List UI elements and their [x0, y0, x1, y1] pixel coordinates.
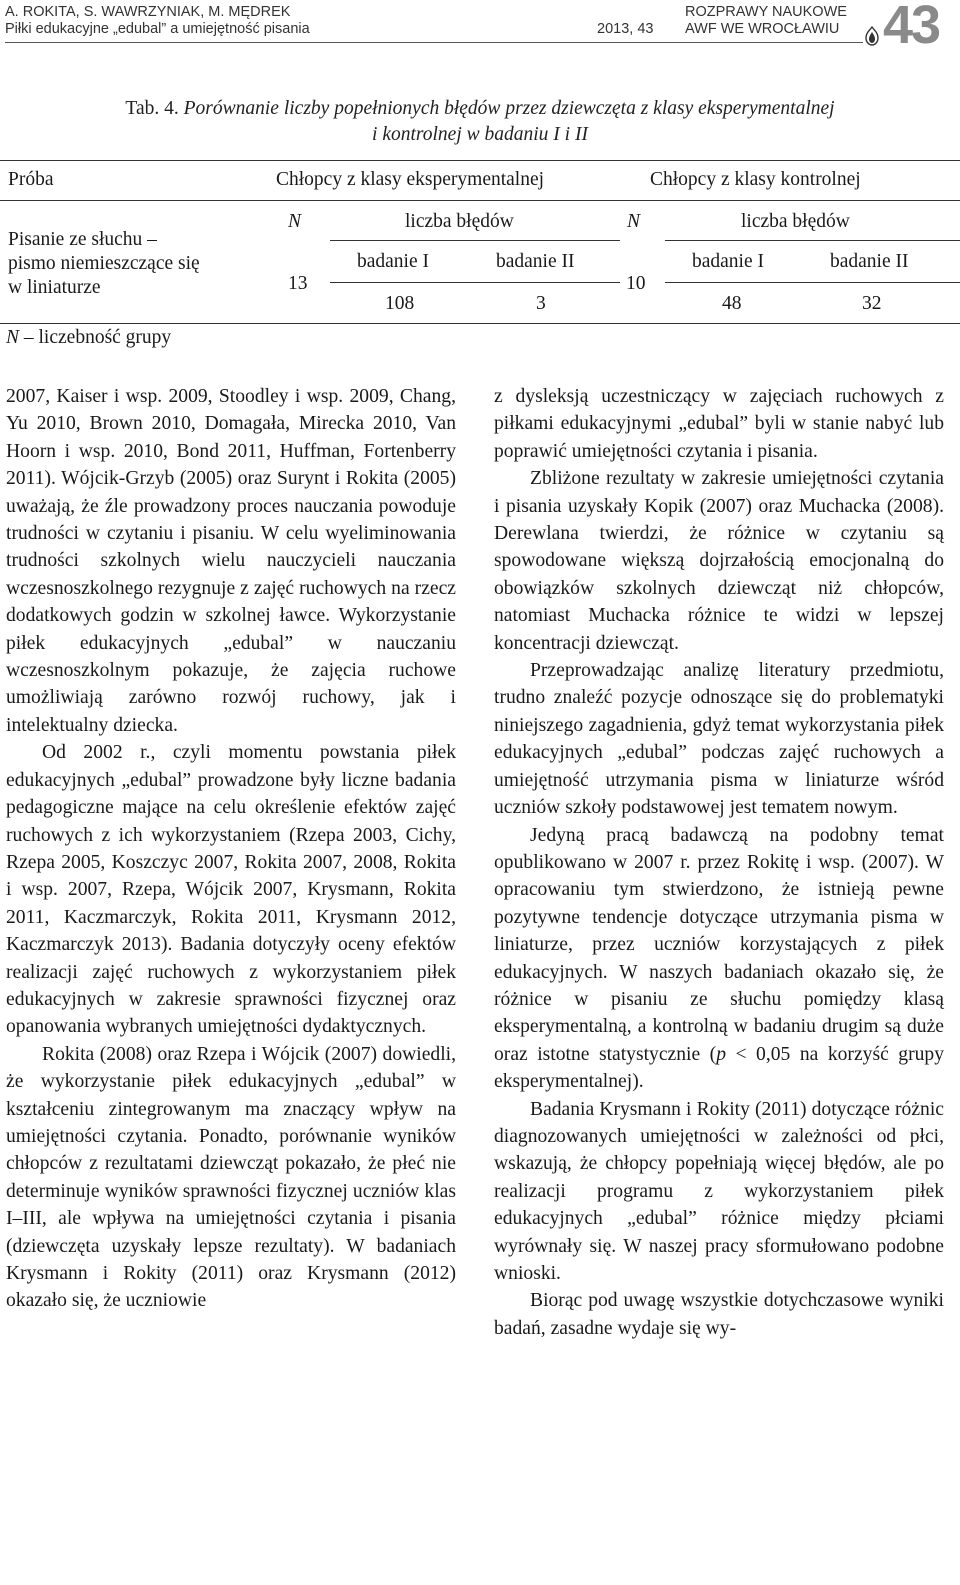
- ctrl-study1-header: badanie I: [692, 251, 765, 272]
- right-paragraph-5: Badania Krysmann i Rokity (2011) dotyczące różnic diagnozowanych umiejętności w zależności od płci, wskazują, że chłopcy popełniają więcej błędów, ale po realizacji programu z wykorzystaniem piłek edukacyjnych „edubal” różnice między płciami wyrównały się. W naszej pracy sformułowano podobne wnioski.: [494, 1098, 944, 1284]
- header-journal-line1: ROZPRAWY NAUKOWE: [685, 4, 847, 20]
- right-paragraph-4-part1: Jedyną pracą badawczą na podobny temat opublikowano w 2007 r. przez Rokitę i wsp. (2007). W opracowaniu tym stwierdzono, że istnieją pewne pozytywne tendencje dotyczące utrzymania pisma w liniaturze, przez uczniów korzystających z piłek edukacyjnych. W naszych badaniach okazało się, że różnice w pisaniu ze słuchu pomiędzy klasą eksperymentalną, a kontrolną w badaniu drugim są duże oraz istotne statystycznie (: [494, 824, 944, 1065]
- ctrl-study2-header: badanie II: [830, 251, 909, 272]
- row-label-line1: Pisanie ze słuchu –: [8, 229, 157, 250]
- table-footnote: [6, 326, 171, 350]
- p-value-symbol: p: [716, 1043, 726, 1065]
- header-rule: [0, 200, 960, 201]
- right-paragraph-4-part2: < 0,05 na korzyść grupy eksperymentalnej).: [494, 1043, 944, 1093]
- ctrl-sub-rule-1: [665, 240, 960, 241]
- row-label-line2: pismo niemieszczące się: [8, 253, 200, 274]
- exp-n-value: 13: [288, 273, 308, 294]
- exp-sub-rule-1: [330, 240, 620, 241]
- body-column-left: [6, 383, 456, 1315]
- header-journal-line2: AWF WE WROCŁAWIU: [685, 21, 840, 37]
- right-paragraph-3: Przeprowadzając analizę literatury przedmiotu, trudno znaleźć pozycje odnoszące się do problematyki niniejszego zagadnienia, gdyż temat wykorzystania piłek edukacyjnych „edubal” podczas zajęć ruchowych a umiejętność utrzymania pisma w liniaturze wśród uczniów szkoły podstawowej jest tematem nowym.: [494, 660, 944, 819]
- table-caption-text: Porównanie liczby popełnionych błędów przez dziewczęta z klasy eksperymentalnej: [183, 98, 835, 119]
- left-paragraph-3: Rokita (2008) oraz Rzepa i Wójcik (2007) dowiedli, że wykorzystanie piłek edukacyjnych „edubal” w kształceniu zintegrowanym ma znaczący wpływ na umiejętności czytania. Ponadto, porównanie wyników chłopców z rezultatami dziewcząt pokazało, że płeć nie determinuje wyników sprawności fizycznej uczniów klas I–III, ale wpływa na umiejętności czytania i pisania (dziewczęta uzyskały lepsze rezultaty). W badaniach Krysmann i Rokity (2011) oraz Krysmann (2012) okazało się, że uczniowie: [6, 1043, 456, 1312]
- right-paragraph-4: [494, 822, 944, 1096]
- table-caption-label: Tab. 4.: [125, 98, 179, 119]
- running-header: [0, 0, 960, 55]
- header-article-title: Piłki edukacyjne „edubal” a umiejętność pisania: [5, 21, 310, 37]
- header-authors: A. ROKITA, S. WAWRZYNIAK, M. MĘDREK: [5, 4, 291, 20]
- exp-errors-header: liczba błędów: [405, 211, 514, 232]
- ctrl-n-value: 10: [626, 273, 646, 294]
- table-caption-line2: i kontrolnej w badaniu I i II: [372, 124, 588, 145]
- row-label-line3: w liniaturze: [8, 277, 101, 298]
- right-paragraph-6: Biorąc pod uwagę wszystkie dotychczasowe wyniki badań, zasadne wydaje się wy-: [494, 1290, 944, 1339]
- awf-emblem-icon: [864, 26, 880, 51]
- header-rule: [5, 42, 863, 43]
- ctrl-study1-value: 48: [722, 293, 742, 314]
- col-header-control: Chłopcy z klasy kontrolnej: [650, 169, 861, 190]
- exp-study2-value: 3: [536, 293, 546, 314]
- header-year-issue: 2013, 43: [597, 21, 654, 37]
- body-column-right: [494, 383, 944, 1342]
- header-journal: [685, 4, 847, 38]
- col-header-experimental: Chłopcy z klasy eksperymentalnej: [276, 169, 545, 190]
- header-left: [5, 4, 310, 38]
- results-table: [0, 160, 960, 360]
- ctrl-errors-header: liczba błędów: [741, 211, 850, 232]
- exp-study1-value: 108: [385, 293, 415, 314]
- footnote-text: – liczebność grupy: [19, 327, 172, 348]
- footnote-n: N: [6, 327, 20, 348]
- col-header-proba: Próba: [8, 169, 54, 190]
- page-number: 43: [883, 0, 940, 55]
- exp-study2-header: badanie II: [496, 251, 575, 272]
- right-paragraph-2: Zbliżone rezultaty w zakresie umiejętności czytania i pisania uzyskały Kopik (2007) oraz Muchacka (2008). Derewlana twierdzi, że różnice w czytaniu są spowodowane większą dojrzałością emocjonalną do obowiązków szkolnych dziewcząt niż chłopców, natomiast Muchacka różnice te widzi w lepszej koncentracji dziewcząt.: [494, 468, 944, 654]
- ctrl-n-header: N: [627, 211, 641, 232]
- table-bottom-rule: [0, 323, 960, 324]
- exp-sub-rule-2: [330, 282, 620, 283]
- left-paragraph-2: Od 2002 r., czyli momentu powstania piłek edukacyjnych „edubal” prowadzone były liczne badania pedagogiczne mające na celu określenie efektów zajęć ruchowych z ich wykorzystaniem (Rzepa 2003, Cichy, Rzepa 2005, Koszczyc 2007, Rokita 2007, 2008, Rokita i wsp. 2007, Rzepa, Wójcik 2007, Krysmann, Rokita 2011, Kaczmarczyk, Rokita 2011, Krysmann 2012, Kaczmarczyk 2013). Badania dotyczyły oceny efektów realizacji zajęć ruchowych z wykorzystaniem piłek edukacyjnych w zakresie sprawności fizycznej oraz opanowania wybranych umiejętności dydaktycznych.: [6, 742, 456, 1038]
- table-caption-line1: [0, 96, 960, 121]
- ctrl-sub-rule-2: [665, 282, 960, 283]
- exp-n-header: N: [288, 211, 302, 232]
- table-top-rule: [0, 160, 960, 161]
- left-paragraph-1: 2007, Kaiser i wsp. 2009, Stoodley i wsp. 2009, Chang, Yu 2010, Brown 2010, Domagała, Mirecka 2010, Van Hoorn i wsp. 2010, Bond 2011, Huffman, Fortenberry 2011). Wójcik-Grzyb (2005) oraz Surynt i Rokita (2005) uważają, że źle prowadzony proces nauczania powoduje trudności w czytaniu i pisaniu. W celu wyeliminowania trudności szkolnych wielu nauczycieli nauczania wczesnoszkolnego rezygnuje z zajęć ruchowych na rzecz dodatkowych godzin w szkolnej ławce. Wykorzystanie piłek edukacyjnych „edubal” w nauczaniu wczesnoszkolnym pokazuje, że zajęcia ruchowe umożliwiają zarówno rozwój ruchowy, jak i intelektualny dziecka.: [6, 386, 456, 736]
- ctrl-study2-value: 32: [862, 293, 882, 314]
- right-paragraph-1: z dysleksją uczestniczący w zajęciach ruchowych z piłkami edukacyjnymi „edubal” byli w stanie nabyć lub poprawić umiejętności czytania i pisania.: [494, 386, 944, 462]
- exp-study1-header: badanie I: [357, 251, 430, 272]
